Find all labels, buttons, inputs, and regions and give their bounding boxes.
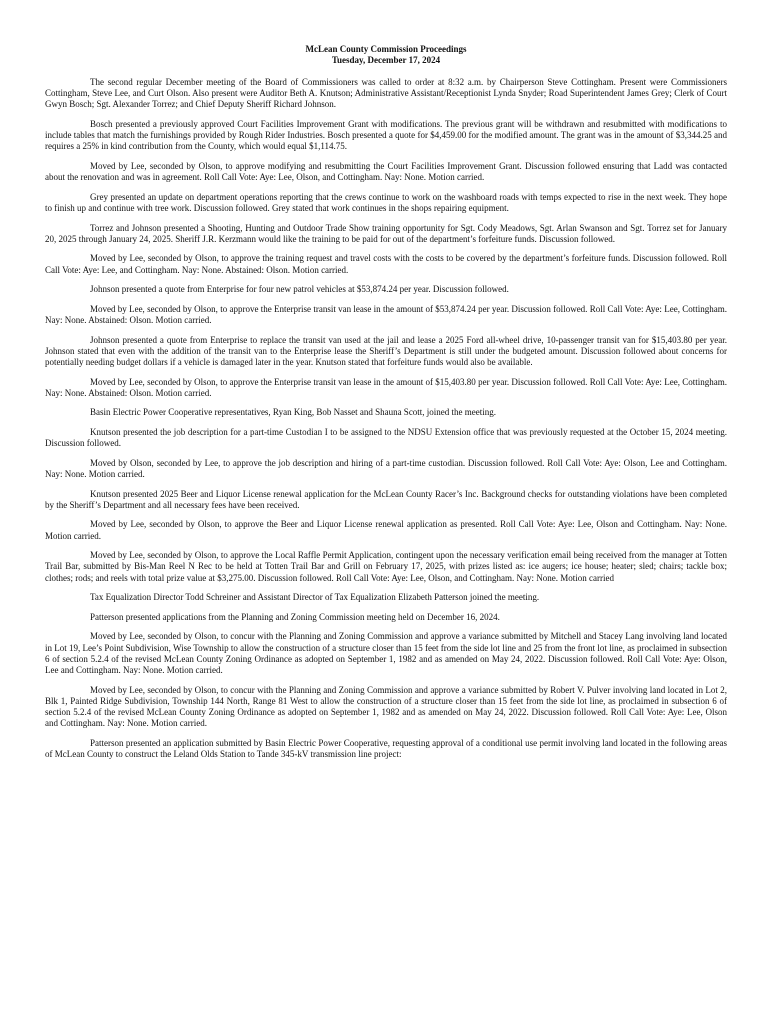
paragraph-transit-van-quote: Johnson presented a quote from Enterprise to replace the transit van used at the jail and lease a 2025 Ford all-wheel drive, 10-passenger transit van for $15,403.80 per year. Johnson stated that even with the addition of the transit van to the Enterprise lease the Sheriff’s Department is still under the budgeted amount. Discussion followed about concerns for potentially needing budget dollars if a vehicle is damaged later in the year. Knutson stated that forfeiture funds would also be available.	[45, 334, 727, 367]
document-title: McLean County Commission Proceedings	[305, 44, 467, 54]
paragraph-transit-van-motion: Moved by Lee, seconded by Olson, to approve the Enterprise transit van lease in the amount of $15,403.80 per year. Discussion followed. Roll Call Vote: Aye: Lee, Cottingham. Nay: None. Abstained: Olson. Motion carried.	[45, 376, 727, 398]
paragraph-training-motion: Moved by Lee, seconded by Olson, to approve the training request and travel costs with the costs to be covered by the department’s forfeiture funds. Discussion followed. Roll Call Vote: Aye: Lee, and Cottingham. Nay: None. Abstained: Olson. Motion carried.	[45, 253, 727, 275]
paragraph-liquor-license: Knutson presented 2025 Beer and Liquor License renewal application for the McLean County Racer’s Inc. Background checks for outstanding violations have been completed by the Sheriff’s Department and all necessary fees have been received.	[45, 488, 727, 510]
paragraph-custodian-motion: Moved by Olson, seconded by Lee, to approve the job description and hiring of a part-time custodian. Discussion followed. Roll Call Vote: Aye: Olson, Lee and Cottingham. Nay: None. Motion carried.	[45, 457, 727, 479]
paragraph-liquor-license-motion: Moved by Lee, seconded by Olson, to approve the Beer and Liquor License renewal application as presented. Roll Call Vote: Aye: Lee, Olson and Cottingham. Nay: None. Motion carried.	[45, 519, 727, 541]
paragraph-court-grant-motion: Moved by Lee, seconded by Olson, to approve modifying and resubmitting the Court Facilities Improvement Grant. Discussion followed ensuring that Ladd was contacted about the renovation and was in agreement. Roll Call Vote: Aye: Lee, Olson, and Cottingham. Nay: None. Motion carried.	[45, 161, 727, 183]
paragraph-custodian-job: Knutson presented the job description for a part-time Custodian I to be assigned to the NDSU Extension office that was previously requested at the October 15, 2024 meeting. Discussion followed.	[45, 426, 727, 449]
paragraph-pulver-variance-motion: Moved by Lee, seconded by Olson, to concur with the Planning and Zoning Commission and approve a variance submitted by Robert V. Pulver involving land located in Lot 2, Blk 1, Painted Ridge Subdivision, Township 144 North, Range 81 West to allow the construction of a structure closer than 15 feet from the side lot line, as proclaimed in subsection 6 of section 5.2.4 of the revised McLean County Zoning Ordinance as adopted on September 1, 1982 and as amended on May 24, 2022. Discussion followed. Roll Call Vote: Aye: Lee, Olson and Cottingham. Nay: None. Motion carried.	[45, 684, 727, 729]
document-header	[45, 44, 727, 66]
paragraph-call-to-order: The second regular December meeting of the Board of Commissioners was called to order at 8:32 a.m. by Chairperson Steve Cottingham. Present were Commissioners Cottingham, Steve Lee, and Curt Olson. Also present were Auditor Beth A. Knutson; Administrative Assistant/Receptionist Lynda Snyder; Road Superintendent James Grey; Clerk of Court Gwyn Bosch; Sgt. Alexander Torrez; and Chief Deputy Sheriff Richard Johnson.	[45, 77, 727, 110]
document-page	[45, 44, 727, 769]
paragraph-tax-equalization-joined: Tax Equalization Director Todd Schreiner and Assistant Director of Tax Equalization Elizabeth Patterson joined the meeting.	[90, 592, 540, 603]
paragraph-conditional-use-permit: Patterson presented an application submitted by Basin Electric Power Cooperative, requesting approval of a conditional use permit involving land located in the following areas of McLean County to construct the Leland Olds Station to Tande 345-kV transmission line project:	[45, 737, 727, 759]
paragraph-patrol-motion: Moved by Lee, seconded by Olson, to approve the Enterprise transit van lease in the amount of $53,874.24 per year. Discussion followed. Roll Call Vote: Aye: Lee, Cottingham. Nay: None. Abstained: Olson. Motion carried.	[45, 303, 727, 325]
paragraph-lang-variance-motion: Moved by Lee, seconded by Olson, to concur with the Planning and Zoning Commission and approve a variance submitted by Mitchell and Stacey Lang involving land located in Lot 19, Lee’s Point Subdivision, Wise Township to allow the construction of a structure closer than 15 feet from the side lot line and 25 from the front lot line, as proclaimed in subsection 6 of section 5.2.4 of the revised McLean County Zoning Ordinance as adopted on September 1, 1982 and as amended on May 24, 2022. Discussion followed. Roll Call Vote: Aye: Olson, Lee and Cottingham. Nay: None. Motion carried.	[45, 631, 727, 675]
paragraph-road-update: Grey presented an update on department operations reporting that the crews continue to work on the washboard roads with temps expected to rise in the next week. They hope to finish up and continue with tree work. Discussion followed. Grey stated that work continues in the shops repairing equipment.	[45, 191, 727, 213]
paragraph-training-opportunity: Torrez and Johnson presented a Shooting, Hunting and Outdoor Trade Show training opportunity for Sgt. Cody Meadows, Sgt. Arlan Swanson and Sgt. Torrez set for January 20, 2025 through January 24, 2025. Sheriff J.R. Kerzmann would like the training to be paid for out of the department’s forfeiture funds. Discussion followed.	[45, 222, 727, 244]
paragraph-planning-zoning: Patterson presented applications from the Planning and Zoning Commission meeting held on December 16, 2024.	[90, 611, 500, 622]
paragraph-basin-electric-joined: Basin Electric Power Cooperative representatives, Ryan King, Bob Nasset and Shauna Scott, joined the meeting.	[90, 407, 497, 418]
meeting-date: Tuesday, December 17, 2024	[331, 55, 441, 65]
paragraph-raffle-permit-motion: Moved by Lee, seconded by Olson, to approve the Local Raffle Permit Application, contingent upon the necessary verification email being received from the manager at Totten Trail Bar, submitted by Bis-Man Reel N Rec to be held at Totten Trail Bar and Grill on February 17, 2025, with prizes listed as: ice augers; ice house; heater; sled; chairs; tackle box; clothes; rods; and reels with total prize value at $3,275.00. Discussion followed. Roll Call Vote: Aye: Lee, Olson, and Cottingham. Nay: None. Motion carried	[45, 550, 727, 583]
paragraph-patrol-quote: Johnson presented a quote from Enterprise for four new patrol vehicles at $53,874.24 per year. Discussion followed.	[90, 284, 509, 295]
paragraph-court-grant: Bosch presented a previously approved Court Facilities Improvement Grant with modifications. The previous grant will be withdrawn and resubmitted with modifications to include tables that match the furnishings provided by Rough Rider Industries. Bosch presented a quote for $4,459.00 for the modified amount. The grant was in the amount of $3,344.25 and requires a 25% in kind contribution from the County, which would equal $1,114.75.	[45, 119, 727, 152]
